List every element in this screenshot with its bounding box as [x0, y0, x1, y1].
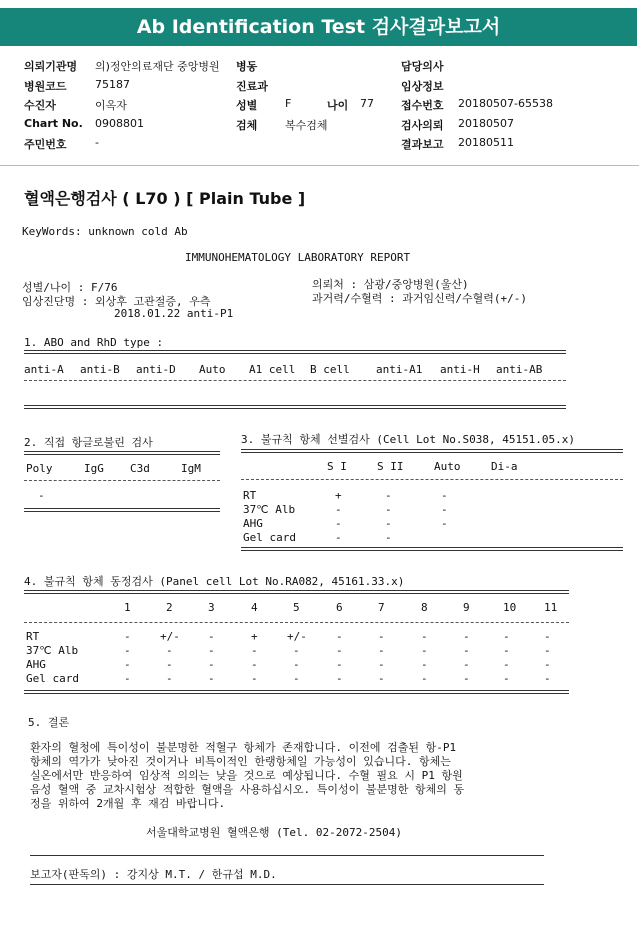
- sec4-header-cell: 1: [124, 601, 131, 614]
- sec3-cell: -: [385, 503, 392, 516]
- sec4-cell: +/-: [287, 630, 307, 643]
- sec4-cell: -: [208, 658, 215, 671]
- report-title: Ab Identification Test 검사결과보고서: [136, 16, 501, 38]
- report-date-label: 결과보고: [401, 138, 444, 151]
- sec1-header-cell: anti-AB: [496, 363, 543, 376]
- sec3-header-cell: Di-a: [491, 460, 518, 473]
- reporter-line: 보고자(판독의) : 강지상 M.T. / 한규섭 M.D.: [30, 868, 277, 881]
- institution-value: 의)정안의료재단 중앙병원: [95, 60, 220, 73]
- sec4-cell: -: [208, 672, 215, 685]
- sec4-header-cell: 8: [421, 601, 428, 614]
- sec4-top-rule: [24, 590, 569, 594]
- sec2-bottom-rule: [24, 508, 220, 512]
- sec4-row-label: 37℃ Alb: [26, 644, 79, 657]
- sec2-value: -: [38, 489, 45, 502]
- sec3-cell: -: [385, 517, 392, 530]
- patient-label: 수진자: [24, 99, 56, 112]
- diagnosis-line: 임상진단명 : 외상후 고관절증, 우측: [22, 295, 211, 308]
- sec3-top-rule: [241, 449, 623, 453]
- sec4-cell: -: [421, 630, 428, 643]
- sec4-header-cell: 10: [503, 601, 517, 614]
- sec4-cell: -: [378, 630, 385, 643]
- conclusion-line: 정을 위하여 2개월 후 재검 바랍니다.: [30, 797, 226, 810]
- chart-value: 0908801: [95, 117, 144, 130]
- sec3-cell: -: [335, 503, 342, 516]
- sec4-cell: -: [378, 644, 385, 657]
- sec4-title: 4. 불규칙 항체 동정검사 (Panel cell Lot No.RA082, 45161.33.x): [24, 575, 405, 588]
- request-date-value: 20180507: [458, 117, 514, 130]
- receipt-label: 접수번호: [401, 99, 444, 112]
- sec1-header-cell: anti-A1: [376, 363, 423, 376]
- sec3-cell: -: [441, 489, 448, 502]
- sec3-header-cell: Auto: [434, 460, 461, 473]
- sec4-cell: -: [293, 672, 300, 685]
- sec4-header-cell: 3: [208, 601, 215, 614]
- sec4-header-cell: 9: [463, 601, 470, 614]
- history-line: 과거력/수혈력 : 과거임신력/수혈력(+/-): [312, 292, 527, 305]
- sec4-cell: -: [124, 672, 131, 685]
- signature-top-rule: [30, 855, 544, 856]
- sec2-title: 2. 직접 항글로불린 검사: [24, 436, 153, 449]
- sec4-cell: +: [251, 630, 258, 643]
- sec4-cell: -: [503, 630, 510, 643]
- sec4-cell: -: [166, 658, 173, 671]
- receipt-value: 20180507-65538: [458, 97, 553, 110]
- sec4-row-label: AHG: [26, 658, 46, 671]
- sec3-cell: -: [441, 503, 448, 516]
- specimen-label: 검체: [236, 119, 258, 132]
- sec3-row-label: 37℃ Alb: [243, 503, 296, 516]
- sec4-cell: -: [544, 630, 551, 643]
- sec1-header-cell: anti-D: [136, 363, 176, 376]
- chart-label: Chart No.: [24, 117, 83, 130]
- sec2-header-cell: IgG: [84, 462, 104, 475]
- sec1-header-cell: anti-B: [80, 363, 120, 376]
- sec2-header-cell: Poly: [26, 462, 53, 475]
- sec4-cell: -: [463, 658, 470, 671]
- sec4-bottom-rule: [24, 690, 569, 694]
- report-heading: 혈액은행검사 ( L70 ) [ Plain Tube ]: [24, 189, 306, 208]
- conclusion-line: 항체의 역가가 낮아진 것이거나 비특이적인 한랭항체일 가능성이 있습니다. 항체는: [30, 755, 451, 768]
- hospital-code-label: 병원코드: [24, 80, 67, 93]
- sec1-header-cell: anti-H: [440, 363, 480, 376]
- sec4-cell: -: [124, 630, 131, 643]
- sec4-cell: -: [378, 658, 385, 671]
- conclusion-line: 환자의 혈청에 특이성이 불분명한 적혈구 항체가 존재합니다. 이전에 검출된 항-P1: [30, 741, 457, 754]
- sec3-cell: +: [335, 489, 342, 502]
- signature-org: 서울대학교병원 혈액은행 (Tel. 02-2072-2504): [146, 826, 402, 839]
- lab-title: IMMUNOHEMATOLOGY LABORATORY REPORT: [185, 251, 411, 264]
- sec4-cell: -: [544, 672, 551, 685]
- sec4-cell: -: [336, 630, 343, 643]
- sec3-bottom-rule: [241, 547, 623, 551]
- sec4-cell: -: [421, 672, 428, 685]
- sec4-cell: -: [251, 644, 258, 657]
- age-value: 77: [360, 97, 374, 110]
- rrn-label: 주민번호: [24, 138, 67, 151]
- sec4-cell: -: [503, 644, 510, 657]
- sec4-mid-rule: [24, 622, 569, 623]
- sec4-header-cell: 2: [166, 601, 173, 614]
- referral-line: 의뢰처 : 삼광/중앙병원(울산): [312, 278, 469, 291]
- patient-value: 이옥자: [95, 99, 127, 112]
- sec3-cell: -: [385, 489, 392, 502]
- sec3-cell: -: [335, 517, 342, 530]
- keywords: KeyWords: unknown cold Ab: [22, 225, 188, 238]
- sec4-header-cell: 7: [378, 601, 385, 614]
- sec4-cell: -: [166, 672, 173, 685]
- report-date-value: 20180511: [458, 136, 514, 149]
- sec4-header-cell: 6: [336, 601, 343, 614]
- sec4-cell: -: [336, 672, 343, 685]
- sec1-header-cell: anti-A: [24, 363, 64, 376]
- sec1-bottom-rule: [24, 405, 566, 409]
- report-title-bar: [0, 8, 637, 46]
- institution-label: 의뢰기관명: [24, 60, 78, 73]
- hospital-code-value: 75187: [95, 78, 130, 91]
- clinical-info-label: 임상정보: [401, 80, 444, 93]
- sec4-cell: -: [503, 672, 510, 685]
- sec4-header-cell: 5: [293, 601, 300, 614]
- sex-label: 성별: [236, 99, 258, 112]
- sec4-cell: -: [544, 644, 551, 657]
- sec1-mid-rule: [24, 380, 566, 381]
- sec1-title: 1. ABO and RhD type :: [24, 336, 164, 349]
- age-label: 나이: [327, 99, 349, 112]
- sex-value: F: [285, 97, 292, 110]
- sec4-cell: -: [463, 630, 470, 643]
- sec3-title: 3. 불규칙 항체 선별검사 (Cell Lot No.S038, 45151.05.x): [241, 433, 576, 446]
- department-label: 진료과: [236, 80, 268, 93]
- sec1-header-cell: Auto: [199, 363, 226, 376]
- sec3-cell: -: [385, 531, 392, 544]
- specimen-value: 복수검체: [285, 119, 328, 132]
- sec4-cell: -: [463, 644, 470, 657]
- sec4-cell: -: [463, 672, 470, 685]
- request-date-label: 검사의뢰: [401, 119, 444, 132]
- sec1-top-rule: [24, 350, 566, 354]
- header-divider: [0, 165, 639, 166]
- sec2-header-cell: C3d: [130, 462, 150, 475]
- sec2-mid-rule: [24, 480, 220, 481]
- sec4-row-label: Gel card: [26, 672, 79, 685]
- sec3-row-label: AHG: [243, 517, 263, 530]
- sec3-header-cell: S II: [377, 460, 404, 473]
- conclusion-line: 음성 혈액 중 교차시험상 적합한 혈액을 사용하십시오. 특이성이 불분명한 항체의 동: [30, 783, 465, 796]
- signature-bottom-rule: [30, 884, 544, 885]
- doctor-label: 담당의사: [401, 60, 444, 73]
- sec4-cell: -: [503, 658, 510, 671]
- sec4-cell: +/-: [160, 630, 180, 643]
- sec3-cell: -: [335, 531, 342, 544]
- rrn-value: -: [95, 136, 99, 149]
- sec1-header-cell: B cell: [310, 363, 350, 376]
- sec4-cell: -: [208, 644, 215, 657]
- sec3-mid-rule: [241, 479, 623, 480]
- sec4-header-cell: 11: [544, 601, 558, 614]
- sec4-cell: -: [124, 658, 131, 671]
- sec4-cell: -: [208, 630, 215, 643]
- sec4-cell: -: [124, 644, 131, 657]
- sec4-cell: -: [293, 644, 300, 657]
- sec4-cell: -: [251, 658, 258, 671]
- sec3-header-cell: S I: [327, 460, 347, 473]
- ward-label: 병동: [236, 60, 258, 73]
- sec4-cell: -: [251, 672, 258, 685]
- sec4-cell: -: [378, 672, 385, 685]
- sec4-header-cell: 4: [251, 601, 258, 614]
- sec4-cell: -: [336, 658, 343, 671]
- conclusion-line: 실온에서만 반응하여 임상적 의의는 낮을 것으로 예상됩니다. 수혈 필요 시 P1 항원: [30, 769, 463, 782]
- sec3-row-label: RT: [243, 489, 257, 502]
- sec5-title: 5. 결론: [28, 716, 70, 729]
- diagnosis-line-2: 2018.01.22 anti-P1: [114, 307, 234, 320]
- sex-age-line: 성별/나이 : F/76: [22, 281, 118, 294]
- sec4-cell: -: [293, 658, 300, 671]
- sec4-cell: -: [421, 644, 428, 657]
- sec4-cell: -: [421, 658, 428, 671]
- sec4-cell: -: [166, 644, 173, 657]
- sec3-cell: -: [441, 517, 448, 530]
- sec4-cell: -: [544, 658, 551, 671]
- sec4-cell: -: [336, 644, 343, 657]
- sec4-row-label: RT: [26, 630, 40, 643]
- sec3-row-label: Gel card: [243, 531, 296, 544]
- sec2-top-rule: [24, 451, 220, 455]
- sec1-header-cell: A1 cell: [249, 363, 296, 376]
- sec2-header-cell: IgM: [181, 462, 201, 475]
